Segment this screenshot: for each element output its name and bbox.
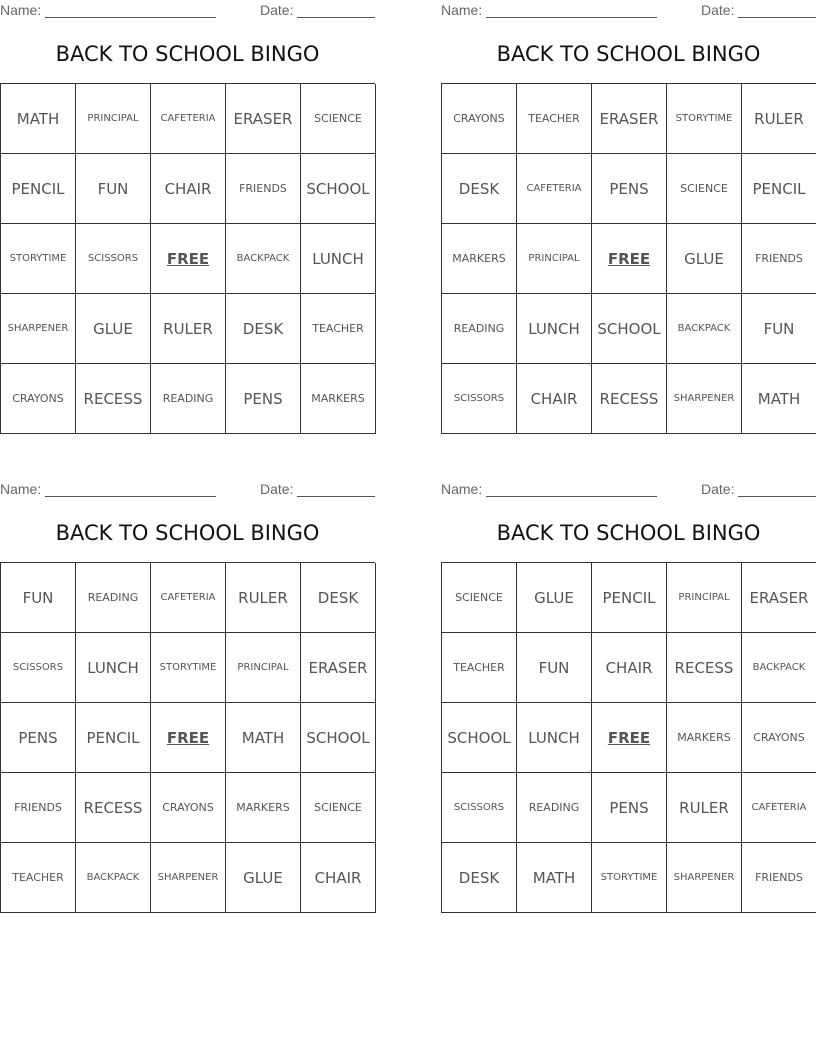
bingo-cell[interactable]: TEACHER — [1, 843, 76, 913]
bingo-cell[interactable]: PENCIL — [76, 703, 151, 773]
card-title: BACK TO SCHOOL BINGO — [55, 521, 320, 545]
bingo-cell[interactable]: SCISSORS — [442, 364, 517, 434]
bingo-cell[interactable]: PRINCIPAL — [667, 563, 742, 633]
date-label: Date: — [260, 481, 294, 497]
card-header — [0, 2, 375, 20]
bingo-cell[interactable]: ERASER — [742, 563, 816, 633]
bingo-cell[interactable]: PENS — [592, 154, 667, 224]
bingo-grid — [0, 562, 375, 913]
bingo-cell[interactable]: PENS — [592, 773, 667, 843]
date-blank-line[interactable] — [297, 17, 375, 18]
bingo-cell[interactable]: BACKPACK — [76, 843, 151, 913]
bingo-cell[interactable]: PENCIL — [742, 154, 816, 224]
bingo-cell[interactable]: RULER — [151, 294, 226, 364]
bingo-cell[interactable]: MATH — [742, 364, 816, 434]
bingo-cell[interactable]: RULER — [742, 84, 816, 154]
bingo-cell[interactable]: GLUE — [226, 843, 301, 913]
bingo-cell[interactable]: READING — [517, 773, 592, 843]
bingo-cell[interactable]: CHAIR — [592, 633, 667, 703]
card-header — [441, 481, 816, 499]
bingo-cell[interactable]: SHARPENER — [667, 364, 742, 434]
name-label: Name: — [441, 481, 483, 497]
name-label: Name: — [441, 2, 483, 18]
bingo-cell[interactable]: DESK — [301, 563, 376, 633]
bingo-cell[interactable]: SHARPENER — [1, 294, 76, 364]
bingo-cell[interactable]: MARKERS — [667, 703, 742, 773]
free-space-cell[interactable]: FREE — [592, 224, 667, 294]
bingo-cell[interactable]: SCIENCE — [667, 154, 742, 224]
bingo-cell[interactable]: CRAYONS — [1, 364, 76, 434]
bingo-cell[interactable]: STORYTIME — [151, 633, 226, 703]
bingo-cell[interactable]: RECESS — [76, 364, 151, 434]
bingo-cell[interactable]: BACKPACK — [742, 633, 816, 703]
bingo-cell[interactable]: CHAIR — [151, 154, 226, 224]
bingo-cell[interactable]: ERASER — [592, 84, 667, 154]
name-blank-line[interactable] — [45, 496, 216, 497]
bingo-cell[interactable]: PENS — [226, 364, 301, 434]
bingo-cell[interactable]: TEACHER — [301, 294, 376, 364]
bingo-cell[interactable]: FRIENDS — [742, 224, 816, 294]
bingo-cell[interactable]: FRIENDS — [226, 154, 301, 224]
bingo-cell[interactable]: FRIENDS — [1, 773, 76, 843]
bingo-cell[interactable]: FUN — [1, 563, 76, 633]
free-space-cell[interactable]: FREE — [151, 703, 226, 773]
name-label: Name: — [0, 2, 42, 18]
date-label: Date: — [701, 2, 735, 18]
bingo-cell[interactable]: LUNCH — [301, 224, 376, 294]
bingo-cell[interactable]: PENCIL — [592, 563, 667, 633]
date-blank-line[interactable] — [738, 496, 816, 497]
bingo-cell[interactable]: PRINCIPAL — [226, 633, 301, 703]
bingo-cell[interactable]: CAFETERIA — [151, 563, 226, 633]
name-blank-line[interactable] — [45, 17, 216, 18]
bingo-cell[interactable]: GLUE — [517, 563, 592, 633]
date-blank-line[interactable] — [738, 17, 816, 18]
card-title: BACK TO SCHOOL BINGO — [496, 42, 761, 66]
bingo-cell[interactable]: STORYTIME — [667, 84, 742, 154]
bingo-cell[interactable]: FUN — [76, 154, 151, 224]
bingo-cell[interactable]: CHAIR — [517, 364, 592, 434]
date-label: Date: — [260, 2, 294, 18]
bingo-cell[interactable]: SHARPENER — [151, 843, 226, 913]
bingo-cell[interactable]: ERASER — [301, 633, 376, 703]
bingo-cell[interactable]: CRAYONS — [742, 703, 816, 773]
bingo-cell[interactable]: MARKERS — [442, 224, 517, 294]
free-space-cell[interactable]: FREE — [151, 224, 226, 294]
bingo-cell[interactable]: TEACHER — [517, 84, 592, 154]
bingo-cell[interactable]: SCISSORS — [76, 224, 151, 294]
bingo-cell[interactable]: PENS — [1, 703, 76, 773]
bingo-grid — [441, 83, 816, 434]
bingo-cell[interactable]: ERASER — [226, 84, 301, 154]
name-blank-line[interactable] — [486, 496, 657, 497]
bingo-grid — [0, 83, 375, 434]
bingo-cell[interactable]: PRINCIPAL — [76, 84, 151, 154]
bingo-cell[interactable]: CRAYONS — [151, 773, 226, 843]
bingo-cell[interactable]: MATH — [226, 703, 301, 773]
date-blank-line[interactable] — [297, 496, 375, 497]
bingo-cell[interactable]: SCHOOL — [301, 703, 376, 773]
bingo-cell[interactable]: MATH — [517, 843, 592, 913]
bingo-cell[interactable]: BACKPACK — [667, 294, 742, 364]
bingo-cell[interactable]: LUNCH — [517, 703, 592, 773]
bingo-cell[interactable]: TEACHER — [442, 633, 517, 703]
bingo-cell[interactable]: SCIENCE — [301, 84, 376, 154]
bingo-cell[interactable]: FRIENDS — [742, 843, 816, 913]
bingo-cell[interactable]: DESK — [442, 843, 517, 913]
bingo-cell[interactable]: GLUE — [76, 294, 151, 364]
bingo-cell[interactable]: PRINCIPAL — [517, 224, 592, 294]
bingo-cell[interactable]: STORYTIME — [592, 843, 667, 913]
bingo-cell[interactable]: CAFETERIA — [517, 154, 592, 224]
bingo-cell[interactable]: CHAIR — [301, 843, 376, 913]
bingo-grid — [441, 562, 816, 913]
bingo-cell[interactable]: READING — [442, 294, 517, 364]
bingo-cell[interactable]: DESK — [226, 294, 301, 364]
bingo-cell[interactable]: SCIENCE — [301, 773, 376, 843]
bingo-cell[interactable]: BACKPACK — [226, 224, 301, 294]
bingo-cell[interactable]: RECESS — [667, 633, 742, 703]
bingo-cell[interactable]: STORYTIME — [1, 224, 76, 294]
bingo-cell[interactable]: CRAYONS — [442, 84, 517, 154]
bingo-cell[interactable]: FUN — [742, 294, 816, 364]
bingo-cell[interactable]: CAFETERIA — [151, 84, 226, 154]
bingo-cell[interactable]: MARKERS — [226, 773, 301, 843]
card-header — [441, 2, 816, 20]
bingo-cell[interactable]: READING — [151, 364, 226, 434]
bingo-cell[interactable]: GLUE — [667, 224, 742, 294]
bingo-cell[interactable]: READING — [76, 563, 151, 633]
bingo-cell[interactable]: LUNCH — [76, 633, 151, 703]
bingo-cell[interactable]: RECESS — [76, 773, 151, 843]
bingo-cell[interactable]: RULER — [667, 773, 742, 843]
bingo-cell[interactable]: RULER — [226, 563, 301, 633]
bingo-cell[interactable]: MARKERS — [301, 364, 376, 434]
bingo-cell[interactable]: PENCIL — [1, 154, 76, 224]
card-header — [0, 481, 375, 499]
bingo-cell[interactable]: CAFETERIA — [742, 773, 816, 843]
card-title: BACK TO SCHOOL BINGO — [55, 42, 320, 66]
name-blank-line[interactable] — [486, 17, 657, 18]
free-space-cell[interactable]: FREE — [592, 703, 667, 773]
bingo-cell[interactable]: DESK — [442, 154, 517, 224]
date-label: Date: — [701, 481, 735, 497]
bingo-cell[interactable]: SCISSORS — [442, 773, 517, 843]
bingo-cell[interactable]: MATH — [1, 84, 76, 154]
name-label: Name: — [0, 481, 42, 497]
bingo-cell[interactable]: SCHOOL — [301, 154, 376, 224]
bingo-cell[interactable]: SCHOOL — [442, 703, 517, 773]
bingo-cell[interactable]: FUN — [517, 633, 592, 703]
bingo-cell[interactable]: SCIENCE — [442, 563, 517, 633]
bingo-cell[interactable]: LUNCH — [517, 294, 592, 364]
bingo-cell[interactable]: RECESS — [592, 364, 667, 434]
bingo-cell[interactable]: SCHOOL — [592, 294, 667, 364]
card-title: BACK TO SCHOOL BINGO — [496, 521, 761, 545]
bingo-cell[interactable]: SCISSORS — [1, 633, 76, 703]
bingo-cell[interactable]: SHARPENER — [667, 843, 742, 913]
